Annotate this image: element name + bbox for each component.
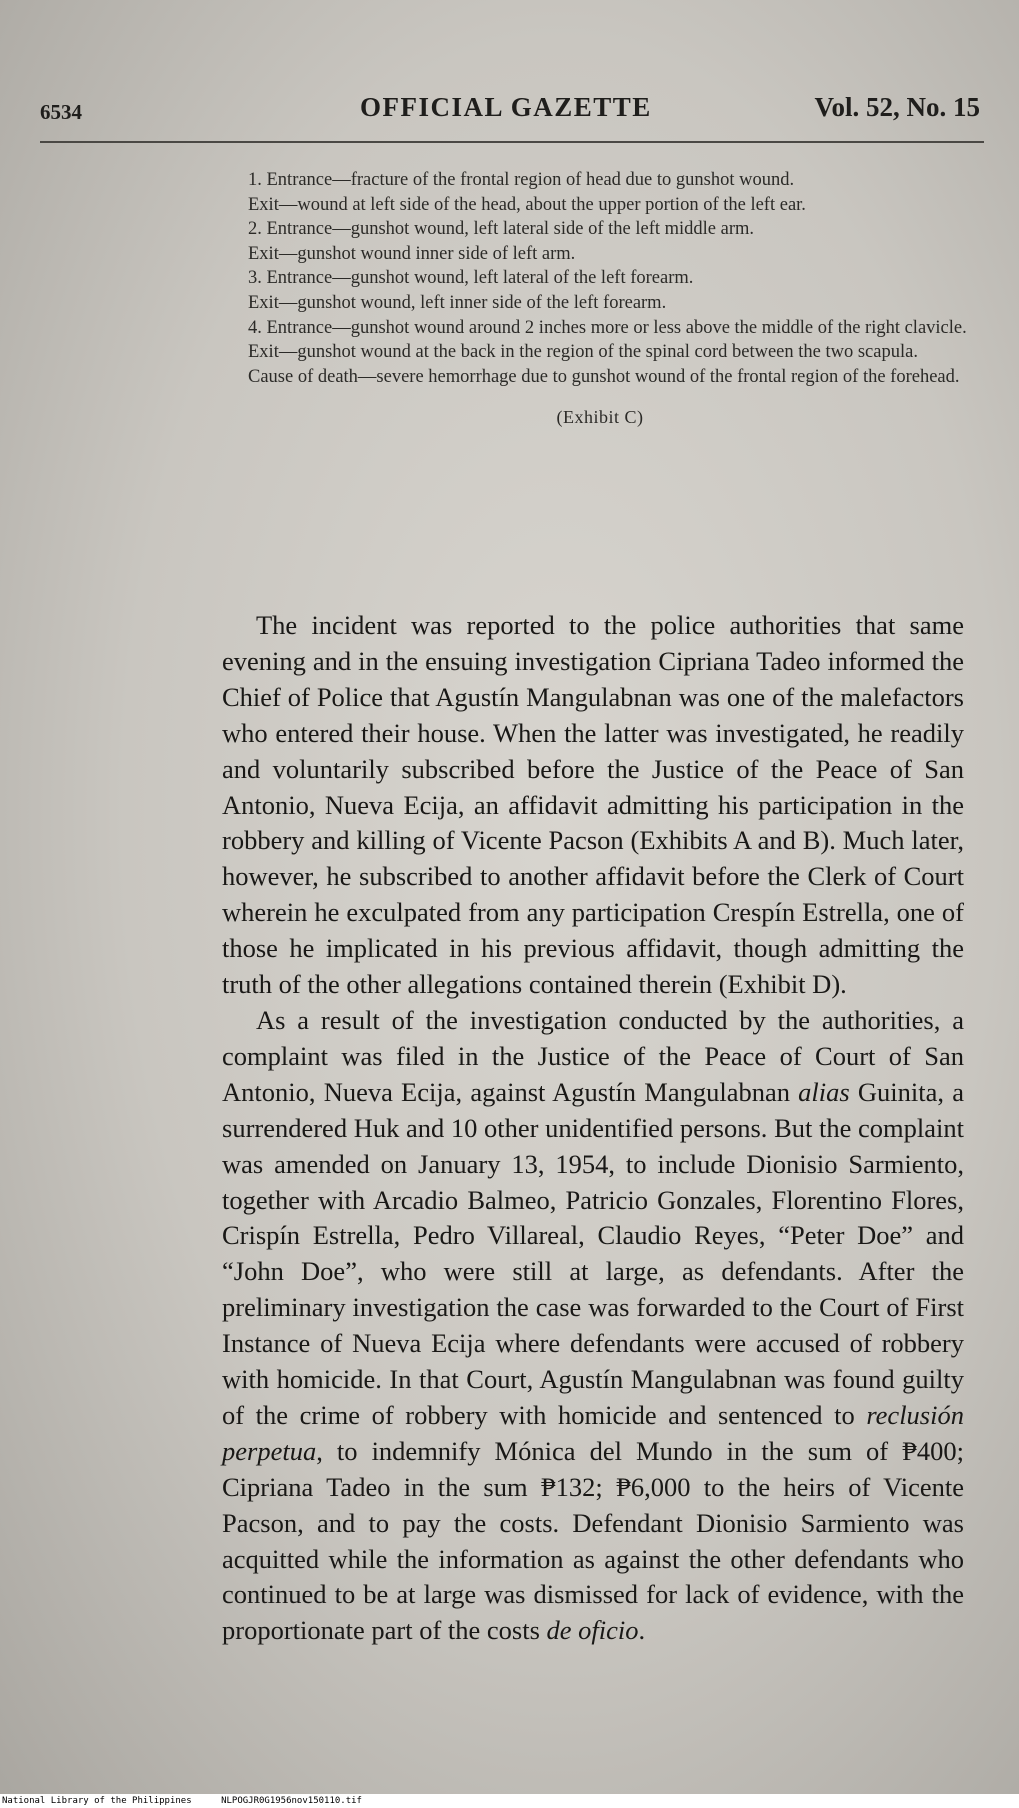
header-rule <box>40 141 984 143</box>
finding-2-exit: Exit—gunshot wound inner side of left arm. <box>248 243 576 264</box>
paragraph-2-end: . <box>638 1615 646 1646</box>
paragraph-2-part-c: , to indemnify Mónica del Mundo in the sum of ₱400; Cipriana Tadeo in the sum ₱132; ₱6,000 to the heirs of Vicente Pacson, and to pay the costs. Defendant Dionisio Sarmiento was acquitted while the information as against the other defendants who continued to be at large was dismissed for lack of evidence, with the proportionate part of the costs <box>222 1435 964 1646</box>
de-oficio-term: de oficio <box>546 1615 639 1646</box>
alias-term: alias <box>798 1076 850 1107</box>
finding-2-entrance: 2. Entrance—gunshot wound, left lateral side of the left middle arm. <box>248 219 755 240</box>
volume-number: Vol. 52, No. 15 <box>814 92 980 122</box>
page-number: 6534 <box>40 100 82 124</box>
finding-1-exit: Exit—wound at left side of the head, about the upper portion of the left ear. <box>248 194 806 215</box>
autopsy-findings <box>218 168 982 430</box>
finding-3-entrance: 3. Entrance—gunshot wound, left lateral of the left forearm. <box>248 268 694 289</box>
exhibit-label: (Exhibit C) <box>556 407 644 428</box>
file-identifier: NLPOGJR0G1956nov150110.tif <box>221 1796 362 1806</box>
finding-3-exit: Exit—gunshot wound, left inner side of the left forearm. <box>248 292 667 313</box>
cause-of-death: Cause of death—severe hemorrhage due to gunshot wound of the frontal region of the forehead. <box>248 366 960 387</box>
scan-footer <box>0 1794 1019 1808</box>
finding-1-entrance: 1. Entrance—fracture of the frontal region of head due to gunshot wound. <box>248 170 795 190</box>
page-header <box>40 92 980 132</box>
publication-title: OFFICIAL GAZETTE <box>360 92 652 122</box>
paragraph-2-part-b: Guinita, a surrendered Huk and 10 other unidentified persons. But the complaint was amended on January 13, 1954, to include Dionisio Sarmiento, together with Arcadio Balmeo, Patricio Gonzales, Florentino Flores, Crispín Estrella, Pedro Villareal, Claudio Reyes, “Peter Doe” and “John Doe”, who were still at large, as defendants. After the preliminary investigation the case was forwarded to the Court of First Instance of Nueva Ecija where defendants were accused of robbery with homicide. In that Court, Agustín Mangulabnan was found guilty of the crime of robbery with homicide and sentenced to <box>222 1076 964 1430</box>
finding-4-exit: Exit—gunshot wound at the back in the region of the spinal cord between the two scapula. <box>248 342 918 363</box>
body-text <box>222 608 964 1649</box>
paragraph-1: The incident was reported to the police authorities that same evening and in the ensuing investigation Cipriana Tadeo informed the Chief of Police that Agustín Mangulabnan was one of the malefactors who entered their house. When the latter was investigated, he readily and voluntarily subscribed before the Justice of the Peace of San Antonio, Nueva Ecija, an affidavit admitting his participation in the robbery and killing of Vicente Pacson (Exhibits A and B). Much later, however, he subscribed to another affidavit before the Clerk of Court wherein he exculpated from any participation Crespín Estrella, one of those he implicated in his previous affidavit, though admitting the truth of the other allegations contained therein (Exhibit D). <box>222 610 964 1000</box>
paragraph-2-part-a: As a result of the investigation conducted by the authorities, a complaint was filed in the Justice of the Peace of Court of San Antonio, Nueva Ecija, against Agustín Mangulabnan <box>222 1004 964 1107</box>
paragraph-2 <box>222 1003 964 1649</box>
finding-4-entrance: 4. Entrance—gunshot wound around 2 inches more or less above the middle of the right clavicle. <box>248 317 967 338</box>
reclusion-perpetua-term: reclusión perpetua <box>222 1399 964 1466</box>
library-credit: National Library of the Philippines <box>2 1796 192 1806</box>
